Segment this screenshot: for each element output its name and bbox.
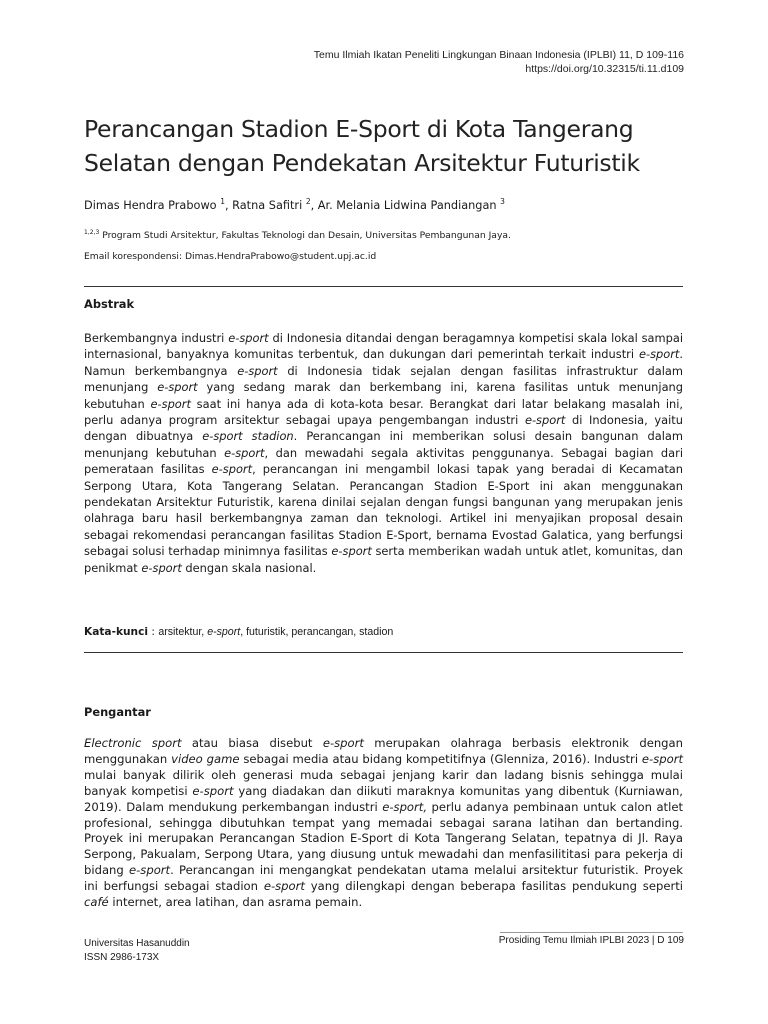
text-run: Berkembangnya industri <box>84 331 229 345</box>
italic-term: e-sport <box>207 626 241 638</box>
italic-term: e-sport <box>211 462 253 477</box>
author-mark: 2 <box>305 197 311 206</box>
author-list: Dimas Hendra Prabowo $^1$, Ratna Safitri $^2$, Ar. Melania Lidwina Pandiangan $^3$ <box>84 197 505 212</box>
text-run: internet, area latihan, dan asrama pemain. <box>108 895 363 910</box>
paper-title: Perancangan Stadion E-Sport di Kota Tangerang Selatan dengan Pendekatan Arsitektur Futuristik <box>84 115 640 177</box>
abstract-heading: Abstrak <box>84 297 135 311</box>
italic-term: Electronic sport <box>84 736 182 750</box>
footer-left <box>84 937 190 965</box>
text-run: . Perancangan ini memberikan solusi desain bangunan dalam menunjang kebutuhan <box>84 429 683 460</box>
keywords-separator: : <box>148 626 159 638</box>
text-run: di Indonesia tidak sejalan dengan fasilitas infrastruktur dalam menunjang <box>84 363 683 395</box>
intro-heading: Pengantar <box>84 705 151 719</box>
italic-term: e-sport <box>237 363 278 378</box>
keywords-list <box>158 626 393 638</box>
italic-term: e-sport <box>331 544 372 559</box>
footer-rule <box>500 932 683 933</box>
text-run: , perancangan ini mengambil lokasi tapak yang beradai di Kecamatan Serpong Utara, Kota Tangerang Selatan. Perancangan Stadion E-Sport ini akan menggunakan pendekatan Arsitektur Futuristik, karena dinilai sejalan dengan fungsi bangunan yang merupakan jenis olahraga baru hasil berkembangnya zaman dan teknologi. Artikel ini menyajikan proposal desain sebagai rekomendasi perancangan fasilitas Stadion E-Sport, bernama Evostad Galatica, yang berfungsi sebagai solusi terhadap minimnya fasilitas <box>84 462 683 559</box>
italic-term: e-sport <box>263 879 305 894</box>
text-run: sebagai media atau bidang kompetitifnya (Glenniza, 2016). Industri <box>239 751 642 766</box>
text-run: yang sedang marak dan berkembang ini, karena fasilitas untuk menunjang kebutuhan <box>84 380 683 411</box>
abstract-body <box>84 330 683 576</box>
author-name: Dimas Hendra Prabowo <box>84 198 217 212</box>
text-run: perlu adanya pembinaan untuk calon atlet profesional, sehingga dibutuhkan tempat yang memadai sebagai sarana latihan dan bertanding. Proyek ini merupakan Perancangan Stadion E-Sport di Kota Tangerang Selatan, tepatnya di Jl. Raya Serpong, Pakualam, Serpong Utara, yang diusung untuk mewadahi dan menfasilititasi para pekerja di bidang <box>84 799 683 878</box>
intro-body <box>84 736 683 911</box>
text-run: serta memberikan wadah untuk atlet, komunitas, dan penikmat <box>84 544 683 575</box>
italic-term: e-sport <box>224 445 265 460</box>
running-header <box>314 48 684 76</box>
text-run: arsitektur, <box>158 626 208 638</box>
text-run: , dan mewadahi segala aktivitas penggunanya. Sebagai bagian dari pemerataan fasilitas <box>84 445 683 477</box>
text-run: . Perancangan ini mengangkat pendekatan utama melalui arsitektur futuristik. Proyek ini berfungsi sebagai stadion <box>84 863 683 894</box>
italic-term: e-sport <box>150 396 191 411</box>
italic-term: e-sport <box>141 560 182 575</box>
italic-term: café <box>84 895 109 910</box>
text-run: dengan skala nasional. <box>181 560 317 575</box>
italic-term: e-sport <box>524 413 566 428</box>
footer-university: Universitas Hasanuddin <box>84 938 190 949</box>
italic-term: e-sport stadion <box>202 429 294 444</box>
abstract-bottom-rule <box>84 652 683 653</box>
author-mark: 1 <box>220 197 225 206</box>
footer-issn: ISSN 2986-173X <box>84 952 160 963</box>
correspondence-email[interactable]: Email korespondensi: Dimas.HendraPrabowo@student.upj.ac.id <box>84 251 377 262</box>
author-name: Ratna Safitri <box>232 198 303 212</box>
footer-page-info: Prosiding Temu Ilmiah IPLBI 2023 | D 109 <box>498 935 684 946</box>
text-run: merupakan olahraga berbasis elektronik dengan menggunakan <box>84 736 683 766</box>
italic-term: e-sport <box>638 347 680 362</box>
italic-term: e-sport <box>228 331 269 345</box>
text-run: yang diadakan dan diikuti maraknya komunitas yang dibentuk (Kurniawan, 2019). Dalam mendukung perkembangan industri <box>84 783 683 814</box>
italic-term: video game <box>171 751 240 766</box>
affiliation <box>84 226 511 243</box>
text-run: , futuristik, perancangan, stadion <box>240 626 394 638</box>
abstract-top-rule <box>84 286 683 287</box>
header-doi-link[interactable]: https://doi.org/10.32315/ti.11.d109 <box>525 63 684 75</box>
text-run: yang dilengkapi dengan beberapa fasilitas pendukung seperti <box>304 879 683 894</box>
italic-term: e-sport <box>128 863 171 878</box>
italic-term: e-sport <box>322 736 364 750</box>
text-run: mulai banyak dilirik oleh generasi muda sebagai jenjang karir dan ladang bisnis sehingga mulai banyak kompetisi <box>84 767 683 798</box>
header-proceedings-line: Temu Ilmiah Ikatan Peneliti Lingkungan Binaan Indonesia (IPLBI) 11, D 109-116 <box>313 49 684 61</box>
italic-term: e-sport <box>192 783 234 798</box>
text-run: di Indonesia ditandai dengan beragamnya kompetisi skala lokal sampai internasional, banyaknya komunitas terbentuk, dan dukungan dari pemerintah terkait industri <box>84 331 683 362</box>
author-mark: 3 <box>500 197 505 206</box>
italic-term: e-sport, <box>382 799 428 814</box>
text-run: di Indonesia, yaitu dengan dibuatnya <box>84 413 683 444</box>
keywords <box>84 624 393 640</box>
text-run: atau biasa disebut <box>181 736 323 750</box>
keywords-label: Kata-kunci <box>84 626 149 638</box>
text-run: saat ini hanya ada di kota-kota besar. Berangkat dari latar belakang masalah ini, perlu adanya program arsitektur sebagai upaya pengembangan industri <box>84 396 683 428</box>
author-name: Ar. Melania Lidwina Pandiangan <box>317 198 497 212</box>
affiliation-marks: 1,2,3 <box>84 229 100 236</box>
text-run: . Namun berkembangnya <box>84 347 683 378</box>
affiliation-text: Program Studi Arsitektur, Fakultas Teknologi dan Desain, Universitas Pembangunan Jaya. <box>102 230 511 242</box>
italic-term: e-sport <box>157 380 198 395</box>
italic-term: e-sport <box>641 751 684 766</box>
